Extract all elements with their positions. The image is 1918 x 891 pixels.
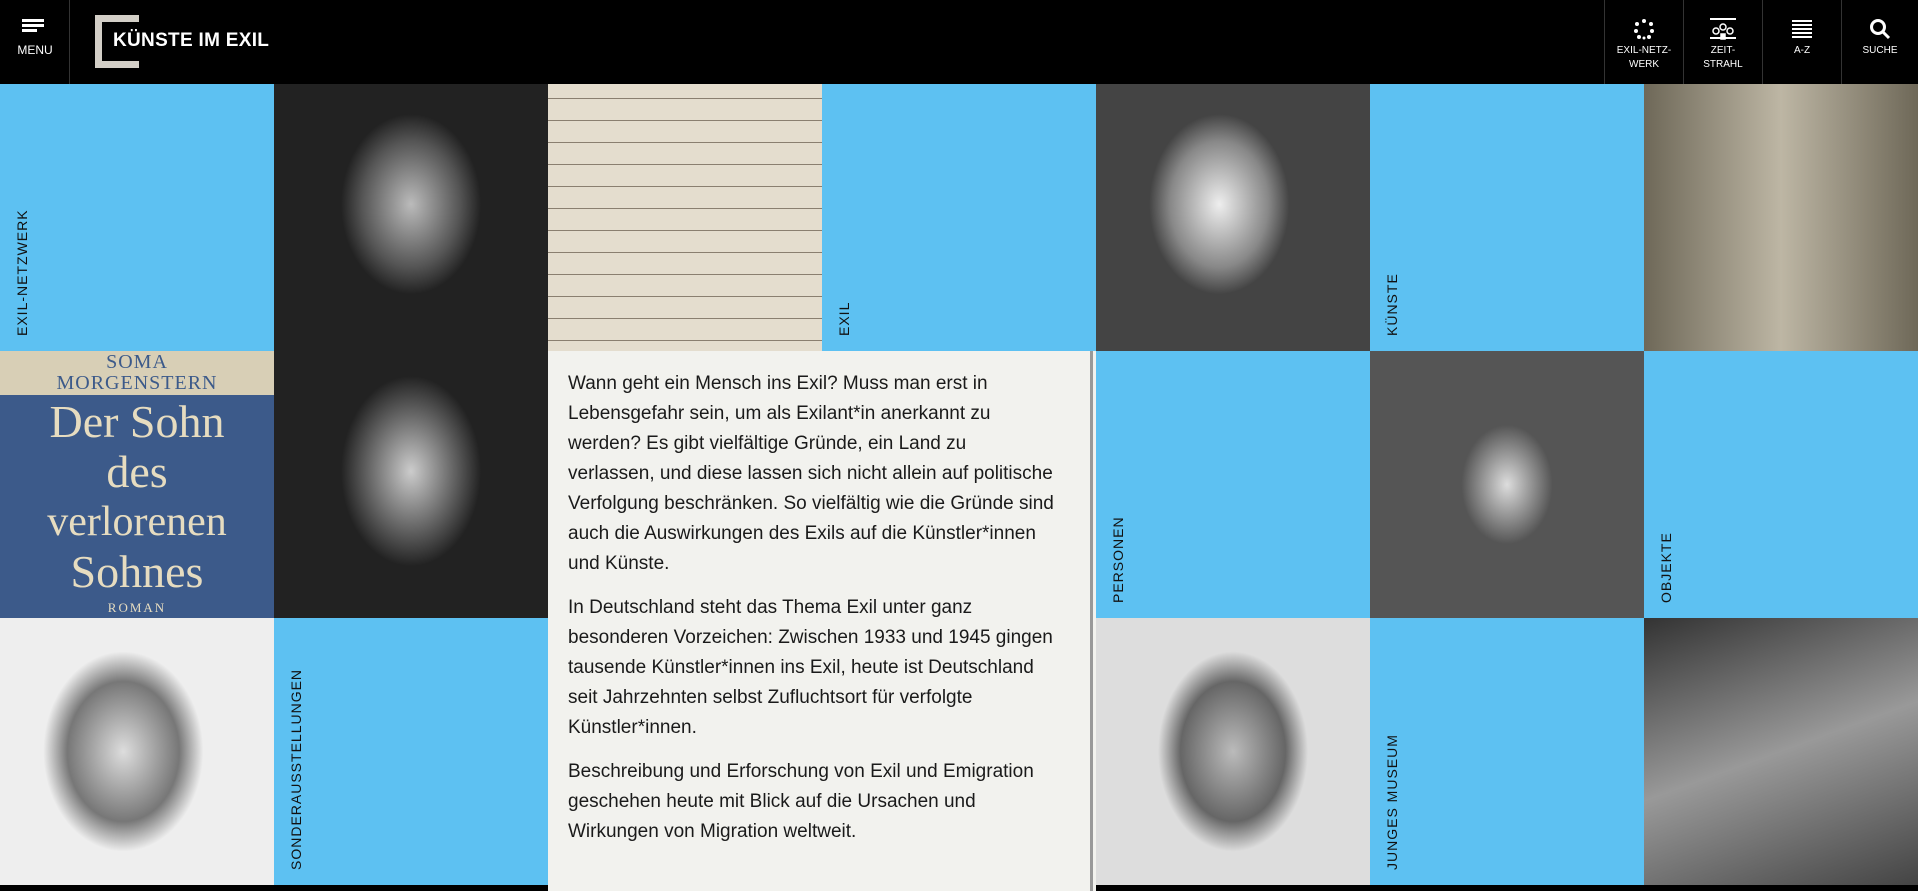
network-dots-icon bbox=[1605, 14, 1683, 44]
tile-sonderausstellungen[interactable] bbox=[274, 618, 548, 885]
tile-exil-netzwerk[interactable] bbox=[0, 84, 274, 351]
tile-label: JUNGES MUSEUM bbox=[1384, 734, 1400, 870]
book-subtitle: ROMAN bbox=[107, 600, 167, 615]
nav-zeitstrahl[interactable] bbox=[1683, 0, 1762, 84]
portrait-photo[interactable] bbox=[1096, 618, 1370, 885]
book-author: MORGENSTERN bbox=[56, 372, 218, 394]
list-icon bbox=[1763, 14, 1841, 44]
intro-paragraph: Beschreibung und Erforschung von Exil und Emigration geschehen heute mit Blick auf die Ursachen und Wirkungen von Migration weltweit. bbox=[568, 761, 1034, 842]
tile-label: KÜNSTE bbox=[1384, 273, 1400, 336]
tile-objekte[interactable] bbox=[1644, 351, 1918, 618]
tile-exil[interactable] bbox=[822, 84, 1096, 351]
nav-label: EXIL-NETZ- bbox=[1616, 45, 1672, 56]
intro-paragraph: In Deutschland steht das Thema Exil unter ganz besonderen Vorzeichen: Zwischen 1933 und 1945 gingen tausende Künstler*innen ins Exil, heute ist Deutschland seit Jahrzehnten selbst Zufluchtsort für verfolgte Künstler*innen. bbox=[568, 597, 1053, 738]
book-title: Der Sohn bbox=[49, 396, 225, 447]
tile-kuenste[interactable] bbox=[1370, 84, 1644, 351]
book-title: verlorenen bbox=[47, 499, 227, 545]
portrait-photo[interactable] bbox=[1370, 351, 1644, 618]
group-photo[interactable] bbox=[1644, 618, 1918, 885]
logo-text[interactable]: KÜNSTE IM EXIL bbox=[113, 30, 270, 51]
tile-grid bbox=[0, 84, 1918, 883]
tile-label: SONDERAUSSTELLUNGEN bbox=[288, 668, 304, 870]
nav-suche[interactable] bbox=[1841, 0, 1918, 84]
portrait-photo[interactable] bbox=[1096, 84, 1370, 351]
scrollbar[interactable] bbox=[1090, 351, 1093, 891]
book-cover-image[interactable] bbox=[0, 351, 274, 618]
tile-label: OBJEKTE bbox=[1658, 532, 1674, 603]
nav-label: STRAHL bbox=[1703, 59, 1743, 70]
nav-label: A-Z bbox=[1793, 45, 1811, 56]
site-header bbox=[0, 0, 1918, 84]
tile-label: EXIL bbox=[836, 301, 852, 336]
menu-button[interactable] bbox=[0, 0, 70, 84]
portrait-photo[interactable] bbox=[1644, 84, 1918, 351]
tile-personen[interactable] bbox=[1096, 351, 1370, 618]
tile-junges-museum[interactable] bbox=[1370, 618, 1644, 885]
hamburger-icon bbox=[22, 19, 44, 33]
manuscript-photo[interactable] bbox=[548, 84, 822, 351]
portrait-photo[interactable] bbox=[274, 351, 548, 618]
portrait-photo[interactable] bbox=[0, 618, 274, 885]
tile-label: PERSONEN bbox=[1110, 516, 1126, 603]
intro-text-panel[interactable] bbox=[548, 351, 1096, 891]
nav-exil-netzwerk[interactable] bbox=[1604, 0, 1683, 84]
nav-label: WERK bbox=[1629, 59, 1659, 70]
book-title: Sohnes bbox=[70, 546, 204, 597]
tile-label: EXIL-NETZWERK bbox=[14, 209, 30, 336]
search-icon bbox=[1842, 14, 1918, 44]
timeline-icon bbox=[1684, 14, 1762, 44]
nav-label: SUCHE bbox=[1862, 45, 1898, 56]
nav-a-z[interactable] bbox=[1762, 0, 1841, 84]
book-title: des bbox=[106, 446, 168, 497]
portrait-photo[interactable] bbox=[274, 84, 548, 351]
menu-label: MENU bbox=[17, 43, 53, 57]
nav-label: ZEIT- bbox=[1710, 45, 1736, 56]
intro-paragraph: Wann geht ein Mensch ins Exil? Muss man erst in Lebensgefahr sein, um als Exilant*in anerkannt zu werden? Es gibt vielfältige Gründe, ein Land zu verlassen, und diese lassen sich nicht allein auf politische Verfolgung beschränken. So vielfältig wie die Gründe sind auch die Auswirkungen des Exils auf die Künstler*innen und Künste. bbox=[568, 373, 1054, 574]
book-author: SOMA bbox=[106, 351, 168, 373]
